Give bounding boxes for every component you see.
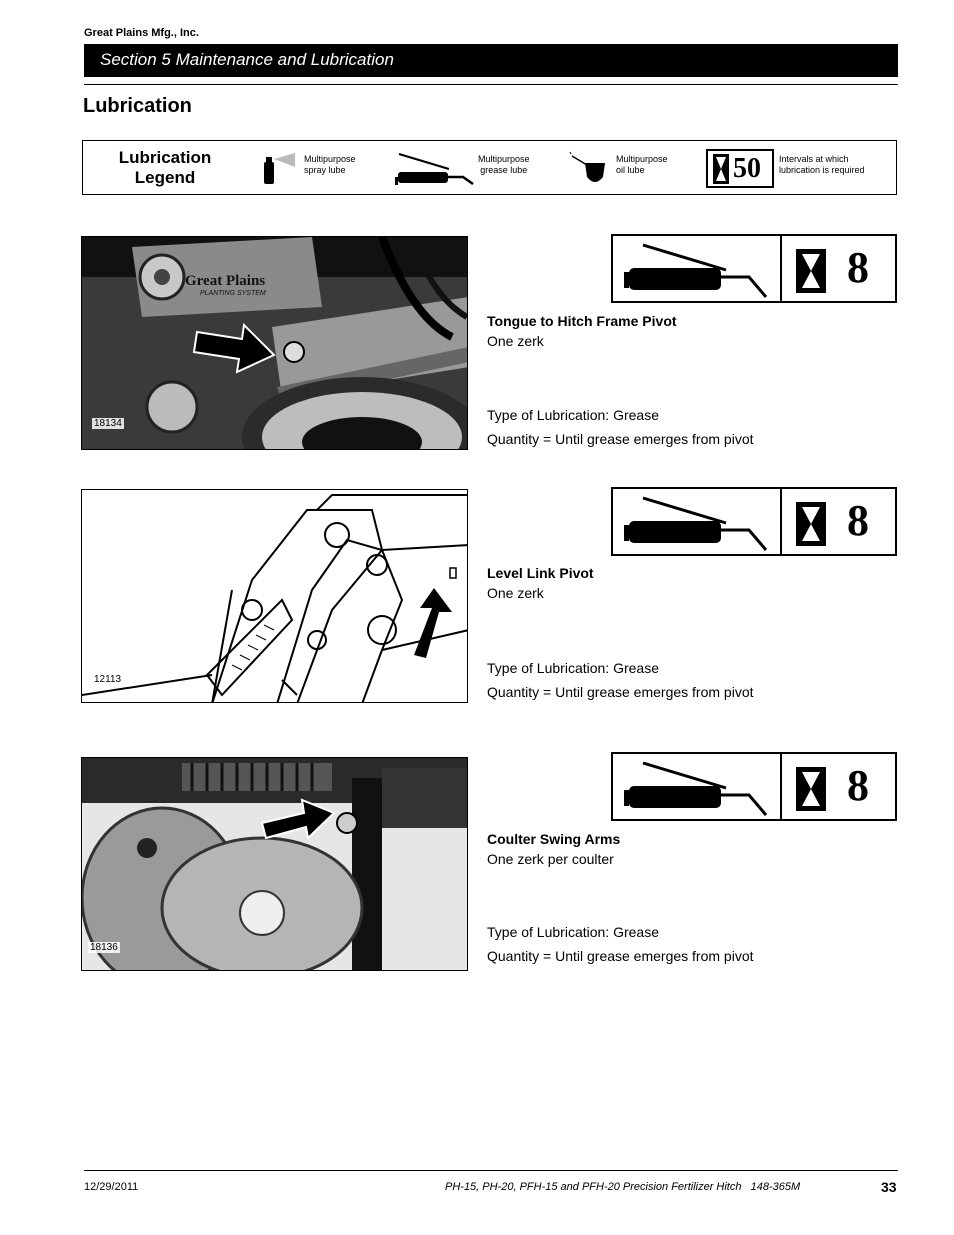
photo-logo-text: Great Plains [185, 273, 266, 289]
illustration-level-link-image [82, 490, 468, 703]
photo-logo-subtext: PLANTING SYSTEM [200, 290, 266, 297]
legend-oil-label: Multipurpose oil lube [616, 154, 668, 175]
footer-divider [84, 1170, 898, 1171]
page-title: Lubrication [83, 95, 192, 117]
item-quantity: Quantity = Until grease emerges from pivot [487, 948, 754, 964]
photo-tongue-pivot [81, 236, 468, 450]
company-name: Great Plains Mfg., Inc. [84, 27, 199, 39]
item-title: Level Link Pivot [487, 565, 594, 581]
grease-gun-icon [621, 242, 777, 298]
item-count: One zerk [487, 585, 544, 601]
item-lube-type: Type of Lubrication: Grease [487, 660, 659, 676]
item-quantity: Quantity = Until grease emerges from pivot [487, 684, 754, 700]
interval-legend-box [706, 149, 774, 188]
grease-gun-icon [621, 495, 777, 551]
photo-tongue-pivot-image [82, 237, 468, 450]
lube-box-divider [780, 236, 782, 301]
interval-hours: 8 [847, 243, 869, 292]
footer-date: 12/29/2011 [84, 1181, 139, 1193]
lubrication-legend [82, 140, 897, 195]
figure-number: 18134 [94, 418, 122, 429]
item-lube-type: Type of Lubrication: Grease [487, 924, 659, 940]
photo-coulter-swing-arms [81, 757, 468, 971]
grease-gun-icon [621, 760, 777, 816]
legend-grease-label: Multipurpose grease lube [478, 154, 530, 175]
hourglass-icon [796, 767, 826, 811]
lube-interval-box [611, 752, 897, 821]
legend-spray-label: Multipurpose spray lube [304, 154, 356, 175]
item-count: One zerk per coulter [487, 851, 614, 867]
oil-can-icon [569, 151, 605, 187]
photo-coulter-swing-arms-image [82, 758, 468, 971]
page-number: 33 [881, 1179, 897, 1195]
item-title: Coulter Swing Arms [487, 831, 621, 847]
section-divider [84, 84, 898, 85]
item-lube-type: Type of Lubrication: Grease [487, 407, 659, 423]
legend-interval-label: Intervals at which lubrication is required [779, 154, 865, 175]
item-title: Tongue to Hitch Frame Pivot [487, 313, 677, 329]
hourglass-icon [796, 249, 826, 293]
illustration-level-link [81, 489, 468, 703]
section-title: Section 5 Maintenance and Lubrication [100, 50, 394, 69]
lube-box-divider [780, 754, 782, 819]
interval-hours: 8 [847, 761, 869, 810]
lube-interval-box [611, 234, 897, 303]
figure-number: 18136 [90, 942, 118, 953]
interval-legend-value: 50 [733, 153, 761, 184]
item-count: One zerk [487, 333, 544, 349]
hourglass-icon [796, 502, 826, 546]
item-quantity: Quantity = Until grease emerges from pivot [487, 431, 754, 447]
footer-document-title: PH-15, PH-20, PFH-15 and PFH-20 Precision Fertilizer Hitch 148-365M [445, 1181, 801, 1193]
lube-interval-box [611, 487, 897, 556]
lube-box-divider [780, 489, 782, 554]
hourglass-icon [713, 154, 729, 184]
grease-gun-icon [393, 151, 479, 185]
interval-hours: 8 [847, 496, 869, 545]
figure-number: 12113 [94, 674, 122, 685]
legend-title: Lubrication Legend [118, 148, 212, 187]
section-header [84, 44, 898, 77]
spray-can-icon [261, 151, 297, 185]
